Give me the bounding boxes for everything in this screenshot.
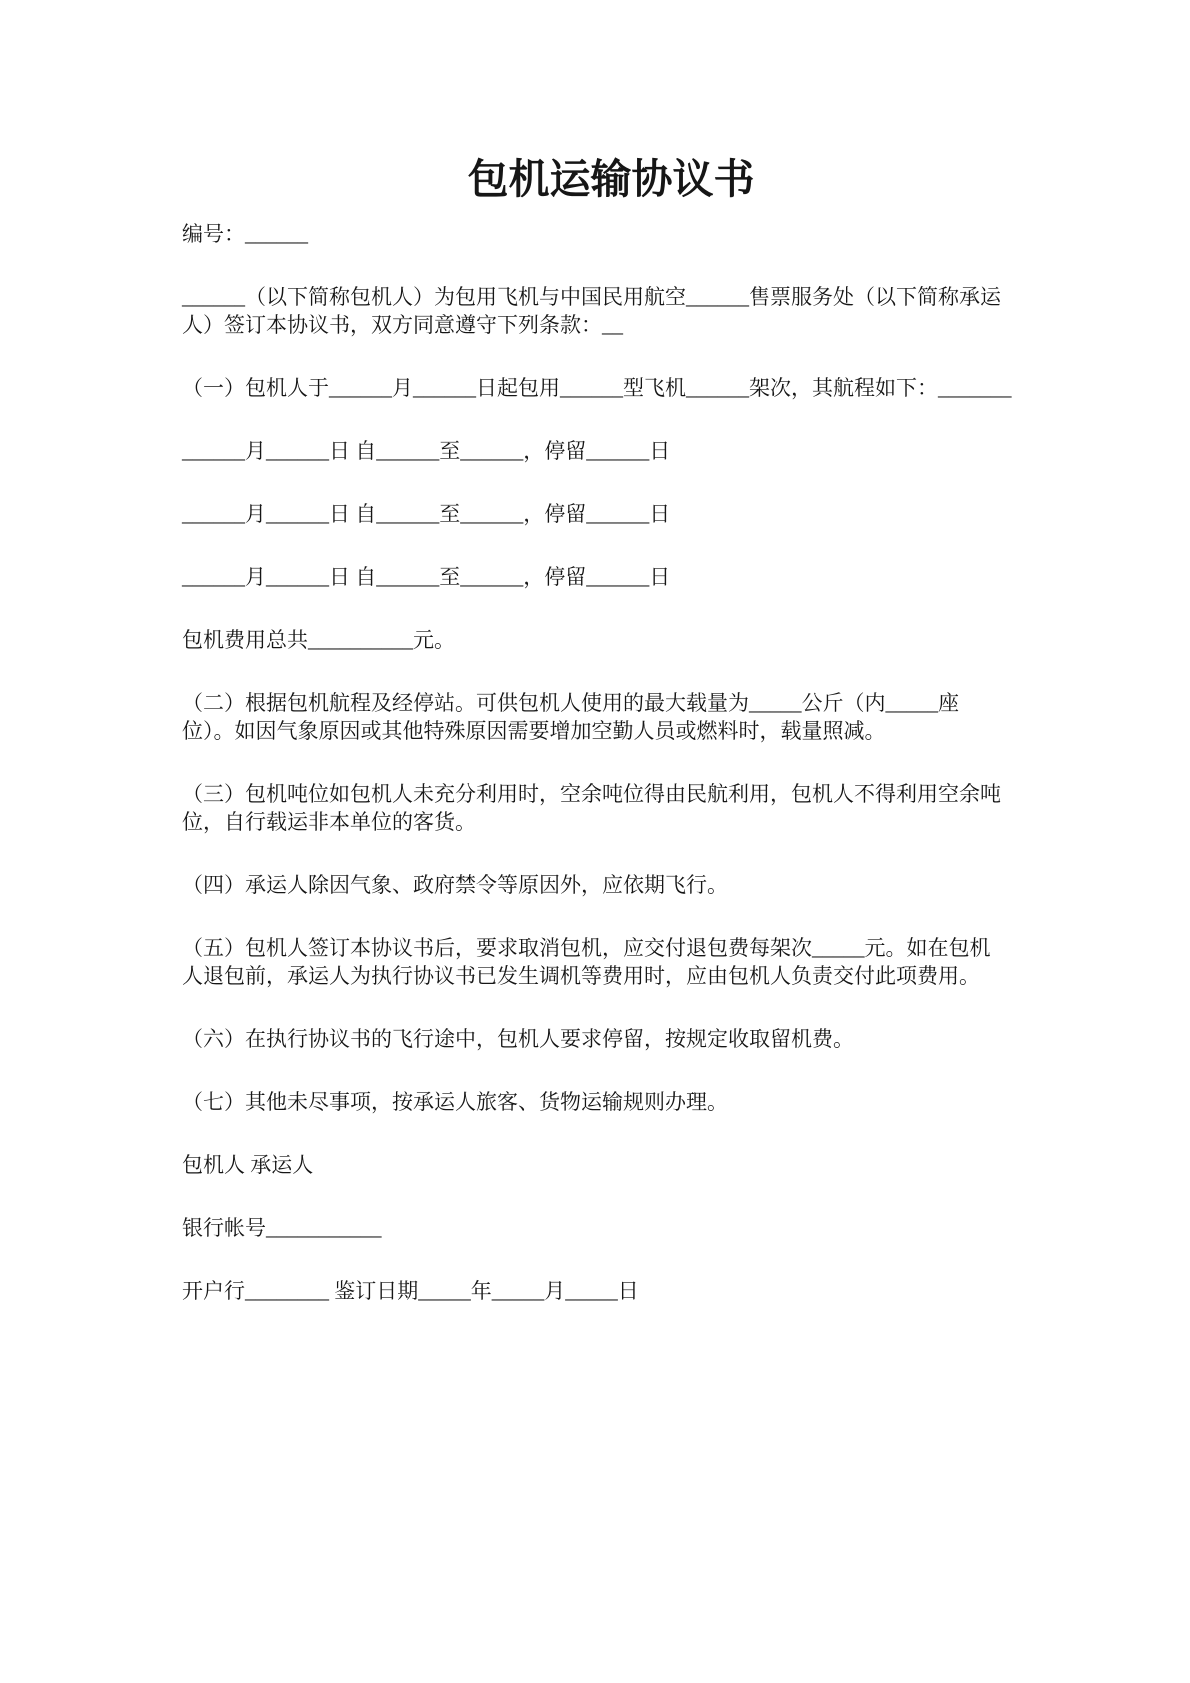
clause-2-line-1: （二）根据包机航程及经停站。可供包机人使用的最大载量为_____公斤（内_____座 <box>182 691 959 715</box>
clause-7-line: （七）其他未尽事项，按承运人旅客、货物运输规则办理。 <box>182 1090 728 1114</box>
clause-1-line: （一）包机人于______月______日起包用______型飞机______架次，其航程如下：_______ <box>182 376 1012 400</box>
clause-3-line-1: （三）包机吨位如包机人未充分利用时，空余吨位得由民航利用，包机人不得利用空余吨 <box>182 782 1001 806</box>
clause-5-paragraph <box>182 934 1040 990</box>
document-title: 包机运输协议书 <box>467 156 755 202</box>
fee-total-line: 包机费用总共__________元。 <box>182 628 455 652</box>
itinerary-line-2: ______月______日 自______至______，停留______日 <box>182 502 671 526</box>
signature-parties-line: 包机人 承运人 <box>182 1153 314 1177</box>
itinerary-line-1: ______月______日 自______至______，停留______日 <box>182 439 671 463</box>
opening-bank-and-date-line: 开户行________ 鉴订日期_____年_____月_____日 <box>182 1279 639 1303</box>
clause-3-line-2: 位，自行载运非本单位的客货。 <box>182 810 476 834</box>
intro-line-2: 人）签订本协议书，双方同意遵守下列条款：__ <box>182 313 623 337</box>
clause-6-line: （六）在执行协议书的飞行途中，包机人要求停留，按规定收取留机费。 <box>182 1027 854 1051</box>
itinerary-line-3: ______月______日 自______至______，停留______日 <box>182 565 671 589</box>
clause-5-line-2: 人退包前，承运人为执行协议书已发生调机等费用时，应由包机人负责交付此项费用。 <box>182 964 980 988</box>
number-line: 编号：______ <box>182 222 308 246</box>
clause-2-paragraph <box>182 689 1040 745</box>
intro-paragraph <box>182 283 1040 339</box>
clause-5-line-1: （五）包机人签订本协议书后，要求取消包机，应交付退包费每架次_____元。如在包机 <box>182 936 991 960</box>
intro-line-1: ______（以下简称包机人）为包用飞机与中国民用航空______售票服务处（以下简称承运 <box>182 285 1001 309</box>
clause-3-paragraph <box>182 780 1040 836</box>
clause-4-line: （四）承运人除因气象、政府禁令等原因外，应依期飞行。 <box>182 873 728 897</box>
clause-2-line-2: 位）。如因气象原因或其他特殊原因需要增加空勤人员或燃料时，载量照减。 <box>182 719 886 743</box>
bank-account-line: 银行帐号___________ <box>182 1216 382 1240</box>
